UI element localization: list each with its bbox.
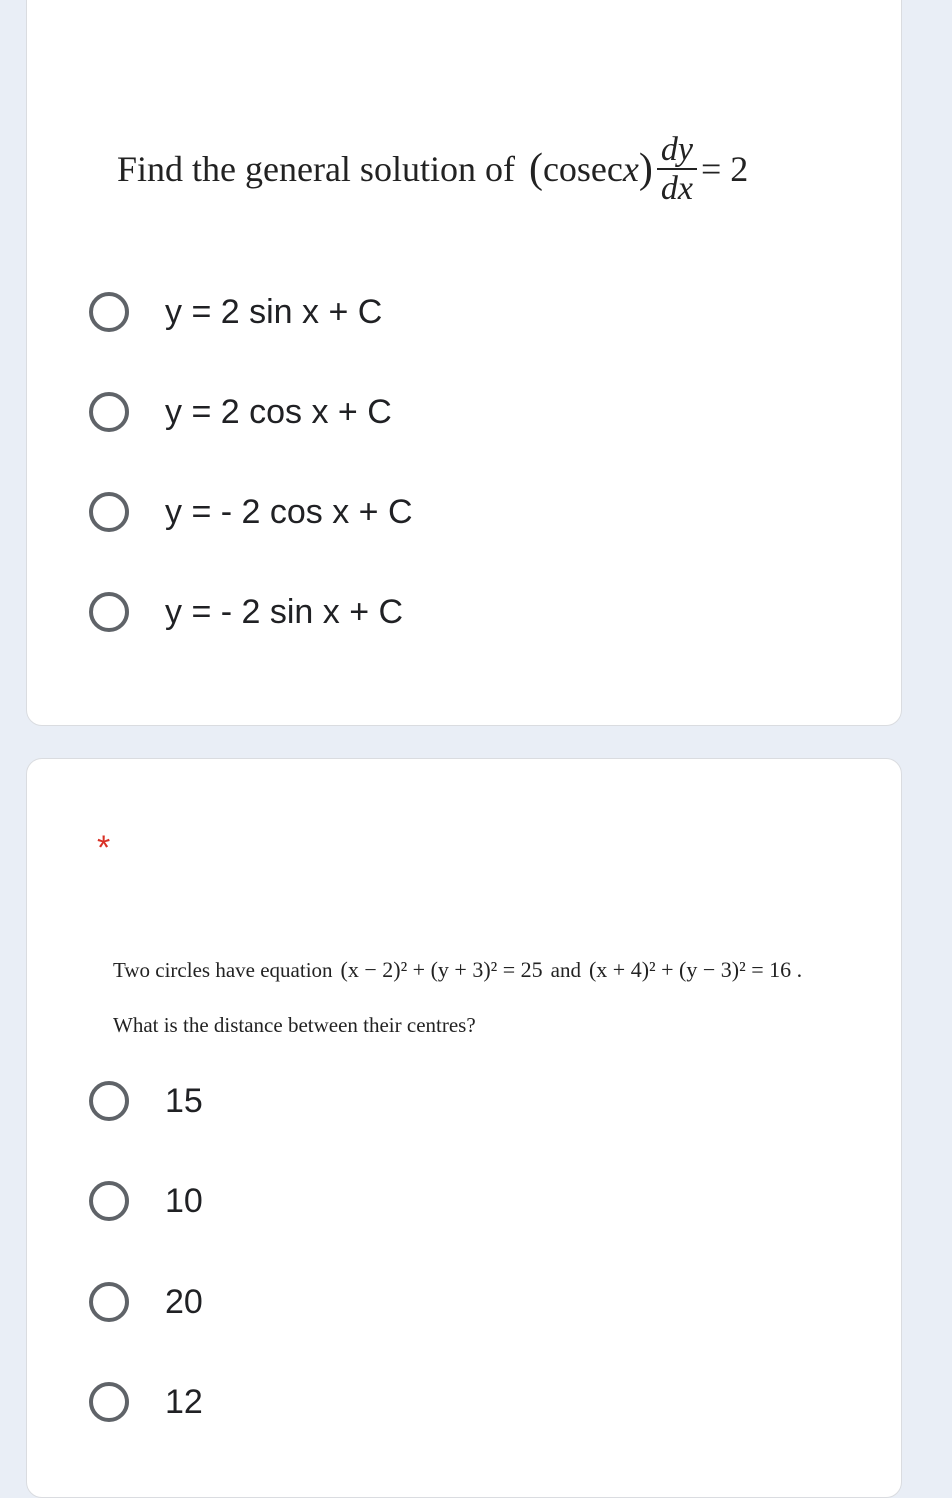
question-card-2 bbox=[26, 758, 902, 1498]
conjunction-text: and bbox=[550, 958, 581, 982]
x-variable: x bbox=[622, 149, 639, 190]
equation-rhs: = 2 bbox=[700, 149, 749, 190]
option-3[interactable] bbox=[89, 492, 413, 532]
circle-equation-1: (x − 2)² + (y + 3)² = 25 bbox=[340, 957, 543, 982]
option-label: 12 bbox=[165, 1382, 203, 1421]
question-2-equations bbox=[113, 957, 810, 983]
question-card-1 bbox=[26, 0, 902, 726]
option-1[interactable] bbox=[89, 292, 382, 332]
option-label: y = 2 sin x + C bbox=[165, 292, 383, 331]
option-label: y = 2 cos x + C bbox=[165, 392, 392, 431]
option-4[interactable] bbox=[89, 1382, 203, 1422]
fraction-numerator: dy bbox=[657, 131, 697, 170]
circle-equation-2: (x + 4)² + (y − 3)² = 16 . bbox=[588, 957, 803, 982]
required-asterisk: * bbox=[97, 829, 111, 867]
paren-open: ( bbox=[528, 146, 543, 193]
radio-button[interactable] bbox=[89, 492, 129, 532]
radio-button[interactable] bbox=[89, 1382, 129, 1422]
radio-button[interactable] bbox=[89, 1081, 129, 1121]
option-2[interactable] bbox=[89, 392, 392, 432]
derivative-fraction bbox=[657, 131, 697, 208]
option-4[interactable] bbox=[89, 592, 403, 632]
question-2-intro: Two circles have equation bbox=[113, 958, 333, 982]
question-1-prompt: Find the general solution of bbox=[117, 149, 515, 190]
option-label: 10 bbox=[165, 1181, 203, 1220]
radio-button[interactable] bbox=[89, 292, 129, 332]
radio-button[interactable] bbox=[89, 592, 129, 632]
question-2-prompt: What is the distance between their centres? bbox=[113, 1013, 476, 1037]
option-label: y = - 2 cos x + C bbox=[165, 492, 413, 531]
option-label: 20 bbox=[165, 1282, 203, 1321]
option-1[interactable] bbox=[89, 1081, 203, 1121]
radio-button[interactable] bbox=[89, 1181, 129, 1221]
option-label: y = - 2 sin x + C bbox=[165, 592, 404, 631]
option-3[interactable] bbox=[89, 1282, 203, 1322]
radio-button[interactable] bbox=[89, 392, 129, 432]
question-1-text bbox=[117, 131, 748, 208]
paren-close: ) bbox=[638, 146, 653, 193]
cosec-text: cosec bbox=[542, 149, 623, 190]
radio-button[interactable] bbox=[89, 1282, 129, 1322]
option-2[interactable] bbox=[89, 1181, 203, 1221]
option-label: 15 bbox=[165, 1081, 203, 1120]
fraction-denominator: dx bbox=[660, 170, 693, 208]
